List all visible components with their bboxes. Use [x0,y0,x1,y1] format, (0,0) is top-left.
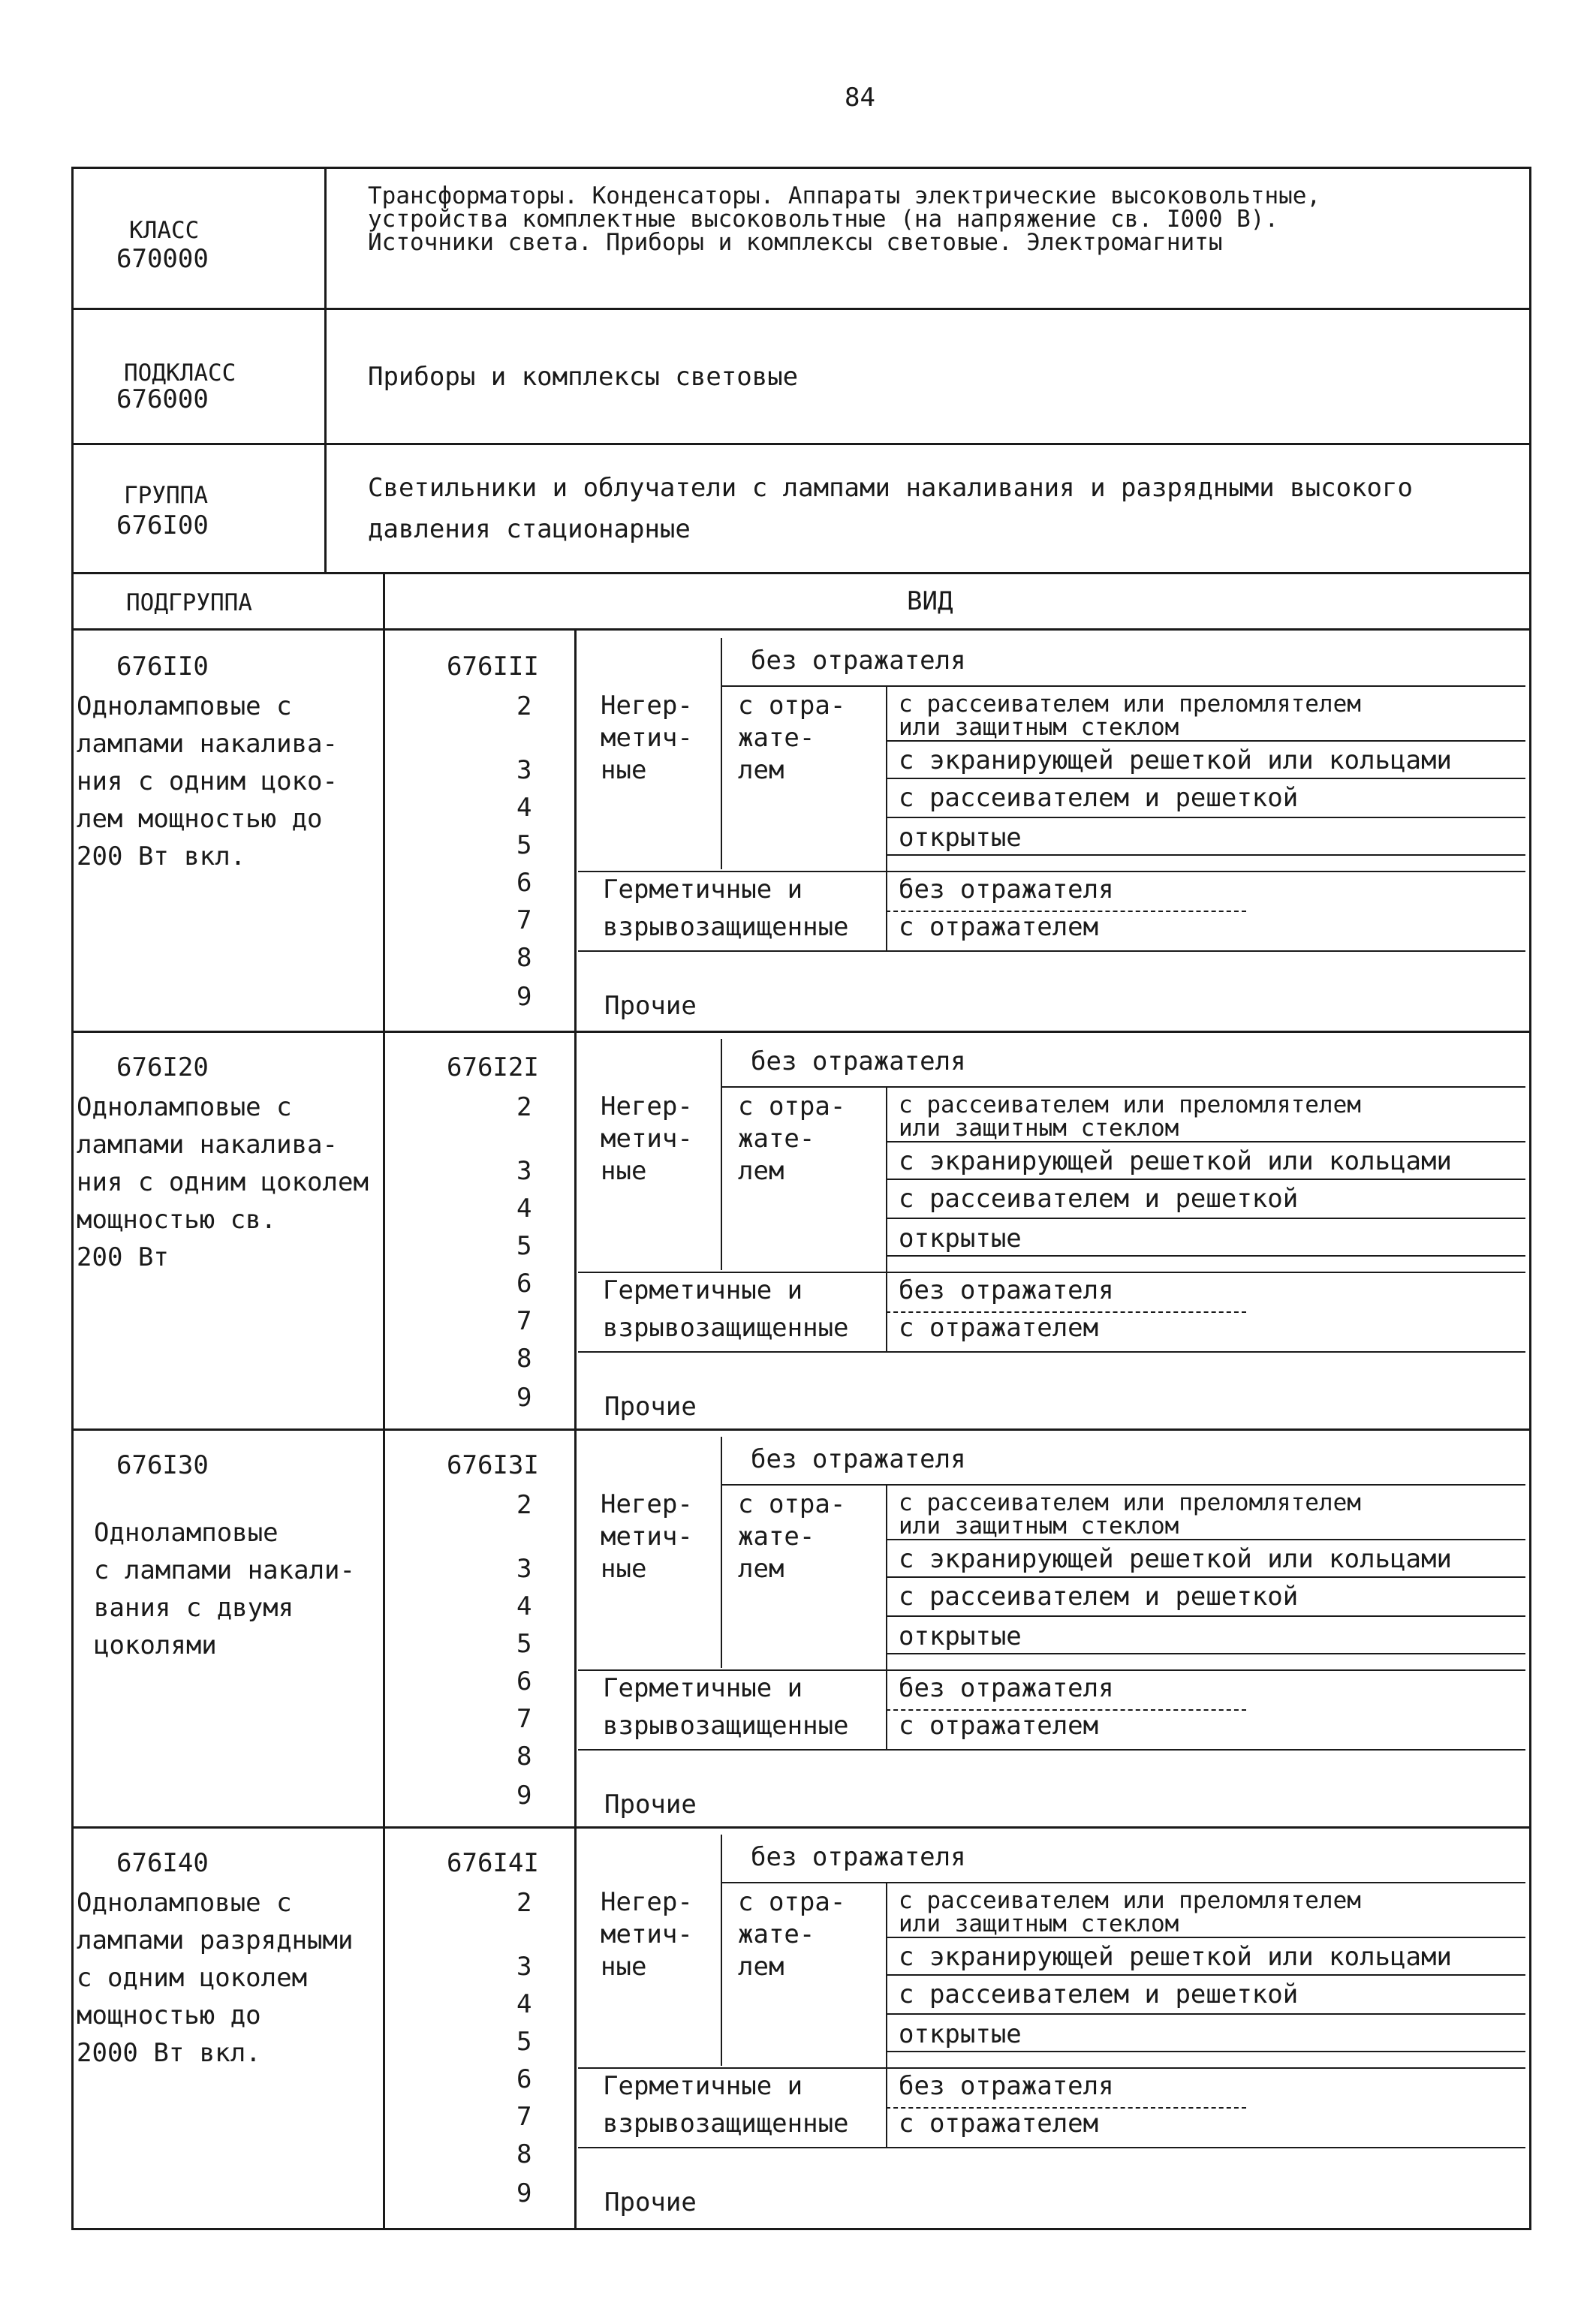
row-number: 4 [516,1194,532,1224]
kind-label-with-reflector: лем [738,755,784,785]
kind-code: 676I2I [447,1052,539,1082]
kind-label-hermetic: Герметичные и [603,875,803,905]
kind-label-with-reflector-2: с отражателем [899,912,1099,942]
kind-label-diffuser-refractor: с рассеивателем или преломлятелем [899,1489,1361,1516]
row-number: 7 [516,2102,532,2132]
subclass-title: Приборы и комплексы световые [368,362,799,392]
kind-rule [721,1484,1525,1486]
kind-code: 676I4I [447,1848,539,1878]
kind-label-nonhermetic: метич- [601,723,693,753]
table-left-border [71,572,74,2229]
subgroup-description-line: Одноламповые [94,1518,279,1548]
subgroup-separator [71,1031,1531,1033]
kind-label-nonhermetic: метич- [601,1124,693,1154]
subgroup-separator [71,1826,1531,1829]
subgroup-code: 676I30 [116,1450,209,1480]
kind-rule [886,1576,1525,1578]
kind-label-nonhermetic: Негер- [601,1887,693,1917]
subgroup-description-line: Одноламповые с [77,691,292,721]
group-code: 676I00 [116,510,209,540]
table-right-border [1529,572,1531,2229]
kind-label-without-reflector-2: без отражателя [899,1275,1114,1305]
row-number: 7 [516,905,532,935]
subgroup-description-line: с лампами накали- [94,1555,355,1585]
kind-label-diffuser-refractor: или защитным стеклом [899,714,1179,741]
subgroup-description-line: мощностью до [77,2000,261,2031]
kind-label-open: открытые [899,823,1022,853]
kind-rule [886,2051,1525,2052]
subgroup-column-header: ПОДГРУППА [126,589,252,616]
kind-label-nonhermetic: Негер- [601,691,693,721]
kind-label-with-reflector-2: с отражателем [899,2109,1099,2139]
kind-inner-divider [721,1835,722,2066]
kind-label-nonhermetic: Негер- [601,1091,693,1121]
kind-label-other: Прочие [604,1392,697,1422]
kind-label-without-reflector: без отражателя [751,646,966,676]
subgroup-description-line: Одноламповые с [77,1888,292,1918]
kind-label-with-reflector: жате- [738,1919,815,1949]
kind-label-without-reflector: без отражателя [751,1842,966,1872]
kind-rule [886,1615,1525,1617]
row-number: 9 [516,982,532,1012]
header-top-border [71,167,1531,169]
kind-label-screening-grid: с экранирующей решеткой или кольцами [899,745,1452,775]
subgroup-description-line: Одноламповые с [77,1092,292,1122]
kind-label-with-reflector: с отра- [738,691,846,721]
row-number: 6 [516,1666,532,1696]
kind-code: 676III [447,652,539,682]
kind-label-hermetic: взрывозащищенные [603,1711,849,1741]
kind-label-without-reflector: без отражателя [751,1444,966,1474]
kind-label-with-reflector: с отра- [738,1489,846,1519]
kind-rule [578,1749,1525,1751]
kind-label-nonhermetic: метич- [601,1522,693,1552]
kind-label-other: Прочие [604,1790,697,1820]
kind-label-nonhermetic: метич- [601,1919,693,1949]
kind-inner-divider [886,1086,887,1316]
kind-rule [886,1974,1525,1976]
subgroup-description-line: цоколями [94,1630,217,1660]
kind-inner-divider [721,638,722,869]
group-title-line: Светильники и облучатели с лампами накаливания и разрядными высокого [368,473,1413,503]
kind-label-open: открытые [899,1621,1022,1651]
row-number: 4 [516,1989,532,2019]
row-number: 8 [516,2139,532,2169]
row-number: 5 [516,2027,532,2057]
subgroup-description-line: ния с одним цоколем [77,1167,369,1197]
kind-label-diffuser-grid: с рассеивателем и решеткой [899,1979,1299,2009]
kind-rule [578,871,1525,872]
subgroup-description-line: 200 Вт вкл. [77,841,246,872]
kind-label-nonhermetic: ные [601,755,647,785]
kind-label-diffuser-refractor: с рассеивателем или преломлятелем [899,691,1361,718]
row-number: 9 [516,2178,532,2208]
kind-label-hermetic: Герметичные и [603,1673,803,1703]
row-number: 2 [516,691,532,721]
kind-label-without-reflector: без отражателя [751,1046,966,1076]
kind-inner-divider [886,1882,887,2112]
kind-label-hermetic: взрывозащищенные [603,2109,849,2139]
kind-label-with-reflector: лем [738,1554,784,1584]
kind-column-header: ВИД [907,586,953,616]
subgroup-description-line: лампами разрядными [77,1925,354,1955]
subclass-label: ПОДКЛАСС [124,360,236,387]
kind-label-without-reflector-2: без отражателя [899,875,1114,905]
table-top-border [71,572,1531,574]
kind-rule [886,2013,1525,2015]
row-number: 6 [516,1269,532,1299]
subgroup-code: 676I40 [116,1848,209,1878]
subgroup-description-line: лампами накалива- [77,1130,338,1160]
row-number: 4 [516,1591,532,1621]
column-header-rule [71,628,1531,631]
kind-label-diffuser-grid: с рассеивателем и решеткой [899,1184,1299,1214]
kind-label-diffuser-refractor: или защитным стеклом [899,1910,1179,1937]
row-number: 9 [516,1781,532,1811]
kind-label-screening-grid: с экранирующей решеткой или кольцами [899,1544,1452,1574]
kind-rule [578,2147,1525,2148]
kind-rule [886,854,1525,856]
kind-rule [578,1272,1525,1273]
row-number: 3 [516,755,532,785]
kind-label-hermetic: Герметичные и [603,1275,803,1305]
kind-label-diffuser-refractor: с рассеивателем или преломлятелем [899,1091,1361,1118]
class-code: 670000 [116,244,209,274]
row-number: 6 [516,868,532,898]
kind-rule [578,2067,1525,2069]
kind-label-without-reflector-2: без отражателя [899,2071,1114,2101]
kind-label-nonhermetic: ные [601,1554,647,1584]
table-bottom-border [71,2228,1531,2230]
kind-inner-divider [886,914,887,950]
subgroup-description-line: вания с двумя [94,1593,294,1623]
kind-label-screening-grid: с экранирующей решеткой или кольцами [899,1146,1452,1176]
header-divider [324,167,327,572]
kind-rule [886,1218,1525,1219]
subgroup-description-line: мощностью св. [77,1205,277,1235]
kind-rule [886,1179,1525,1180]
subgroup-separator [71,1428,1531,1431]
kind-label-diffuser-grid: с рассеивателем и решеткой [899,783,1299,813]
row-number: 5 [516,1629,532,1659]
kind-label-with-reflector: жате- [738,1124,815,1154]
kind-label-hermetic: взрывозащищенные [603,912,849,942]
kind-rule [886,778,1525,779]
row-number: 7 [516,1306,532,1336]
kind-label-screening-grid: с экранирующей решеткой или кольцами [899,1942,1452,1972]
kind-label-hermetic: взрывозащищенные [603,1313,849,1343]
kind-label-nonhermetic: ные [601,1952,647,1982]
class-title-line: Источники света. Приборы и комплексы световые. Электромагниты [368,229,1223,256]
page-number: 84 [845,83,875,113]
row-number: 2 [516,1092,532,1122]
row-number: 5 [516,1231,532,1261]
subgroup-column-divider [383,572,385,2229]
kind-label-open: открытые [899,1224,1022,1254]
subgroup-description-line: лампами накалива- [77,729,338,759]
kind-label-open: открытые [899,2019,1022,2049]
subgroup-description-line: 200 Вт [77,1242,169,1272]
kind-label-other: Прочие [604,991,697,1021]
subclass-code: 676000 [116,384,209,414]
kind-label-diffuser-grid: с рассеивателем и решеткой [899,1582,1299,1612]
row-number: 3 [516,1952,532,1982]
row-number: 8 [516,1742,532,1772]
kind-label-with-reflector: жате- [738,1522,815,1552]
kind-inner-divider [886,1484,887,1714]
row-number: 2 [516,1888,532,1918]
header-rule-1 [71,308,1531,310]
class-title-line: Трансформаторы. Конденсаторы. Аппараты электрические высоковольтные, [368,182,1321,209]
kind-label-with-reflector: с отра- [738,1887,846,1917]
row-number: 7 [516,1704,532,1734]
row-number: 9 [516,1383,532,1413]
kind-rule [721,685,1525,687]
row-number: 8 [516,943,532,973]
kind-inner-divider [886,1713,887,1749]
kind-label-without-reflector-2: без отражателя [899,1673,1114,1703]
row-number: 3 [516,1156,532,1186]
subgroup-description-line: 2000 Вт вкл. [77,2038,261,2068]
row-number: 6 [516,2064,532,2094]
row-number: 5 [516,830,532,860]
kind-label-diffuser-refractor: или защитным стеклом [899,1115,1179,1142]
kind-label-diffuser-refractor: или защитным стеклом [899,1513,1179,1540]
kind-inner-divider [886,685,887,915]
kind-rule [721,1882,1525,1883]
kind-rule [886,1653,1525,1654]
row-number: 8 [516,1344,532,1374]
subgroup-description-line: лем мощностью до [77,804,323,834]
class-label: КЛАСС [129,217,200,244]
kind-label-with-reflector-2: с отражателем [899,1711,1099,1741]
header-rule-2 [71,443,1531,445]
subgroup-code: 676I20 [116,1052,209,1082]
kind-label-with-reflector: жате- [738,723,815,753]
kind-label-nonhermetic: Негер- [601,1489,693,1519]
kind-rule [721,1086,1525,1088]
group-title-line: давления стационарные [368,514,691,544]
header-right-border [1529,167,1531,572]
kind-inner-divider [886,1315,887,1351]
class-title-line: устройства комплектные высоковольтные (на напряжение св. I000 В). [368,206,1279,233]
header-left-border [71,167,74,572]
row-number: 4 [516,793,532,823]
kind-rule [886,1255,1525,1257]
row-number: 3 [516,1554,532,1584]
subgroup-code: 676II0 [116,652,209,682]
kind-label-with-reflector: с отра- [738,1091,846,1121]
kind-label-nonhermetic: ные [601,1156,647,1186]
row-number: 2 [516,1490,532,1520]
group-label: ГРУППА [124,482,208,509]
subgroup-description-line: с одним цоколем [77,1963,308,1993]
kind-label-with-reflector: лем [738,1156,784,1186]
kind-inner-divider [721,1039,722,1270]
kind-label-diffuser-refractor: с рассеивателем или преломлятелем [899,1887,1361,1914]
kind-label-with-reflector-2: с отражателем [899,1313,1099,1343]
kind-code: 676I3I [447,1450,539,1480]
kind-rule [886,817,1525,818]
kind-label-hermetic: Герметичные и [603,2071,803,2101]
subgroup-description-line: ния с одним цоко- [77,766,338,796]
kind-inner-divider [886,2111,887,2147]
kind-inner-divider [721,1437,722,1668]
kind-label-other: Прочие [604,2187,697,2217]
kind-rule [578,1669,1525,1671]
kind-rule [578,950,1525,952]
kind-rule [578,1351,1525,1353]
kind-label-with-reflector: лем [738,1952,784,1982]
